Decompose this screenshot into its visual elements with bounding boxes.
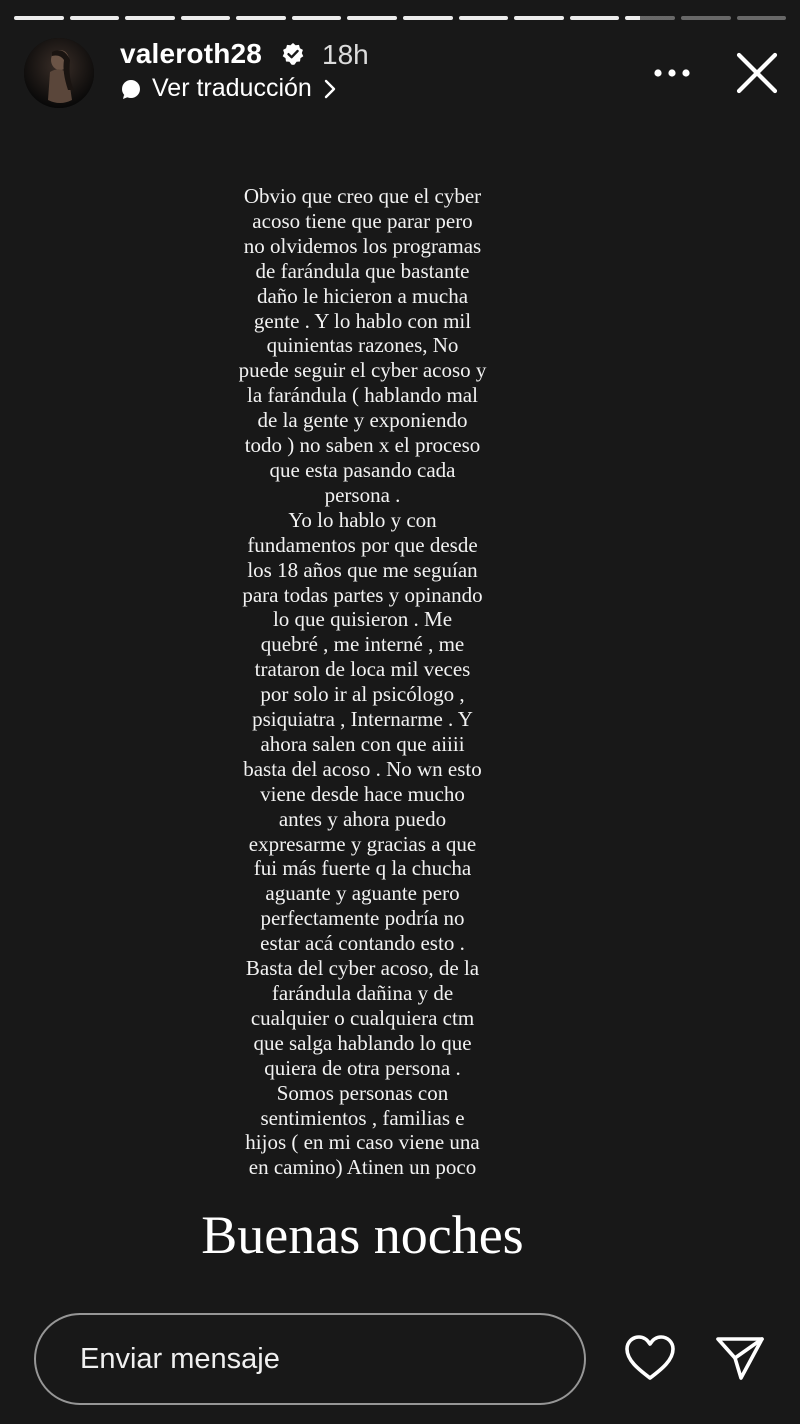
progress-segment <box>14 16 64 20</box>
chevron-right-icon <box>322 79 338 99</box>
verified-badge-icon <box>281 42 305 66</box>
progress-segment <box>347 16 397 20</box>
progress-segment <box>625 16 675 20</box>
translate-label: Ver traducción <box>152 74 312 102</box>
translate-dot-icon <box>120 78 142 100</box>
translate-link[interactable] <box>120 74 338 103</box>
progress-segment <box>125 16 175 20</box>
close-icon[interactable] <box>734 50 780 96</box>
send-icon[interactable] <box>714 1334 766 1382</box>
username[interactable]: valeroth28 <box>120 38 263 69</box>
story-text: Obvio que creo que el cyber acoso tiene que parar pero no olvidemos los programas de farándula que bastante daño le hicieron a mucha gente . Y lo hablo con mil quinientas razones, No puede seguir el cyber acoso y la farándula ( hablando mal de la gente y exponiendo todo ) no saben x el proceso que esta pasando cada persona . Yo lo hablo y con fundamentos por que desde los 18 años que me seguían para todas partes y opinando lo que quisieron . Me quebré , me interné , me trataron de loca mil veces por solo ir al psicólogo , psiquiatra , Internarme . Y ahora salen con que aiiii basta del acoso . No wn esto viene desde hace mucho antes y ahora puedo expresarme y gracias a que fui más fuerte q la chucha aguante y aguante pero perfectamente podría no estar acá contando esto . Basta del cyber acoso, de la farándula dañina y de cualquier o cualquiera ctm que salga hablando lo que quiera de otra persona . Somos personas con sentimientos , familias e hijos ( en mi caso viene una en camino) Atinen un poco <box>238 184 487 1180</box>
progress-segment <box>681 16 731 20</box>
progress-segment <box>181 16 231 20</box>
avatar[interactable] <box>24 38 94 108</box>
progress-segment <box>570 16 620 20</box>
progress-segment <box>514 16 564 20</box>
story-time: 18h <box>322 39 369 70</box>
story-progress-bar <box>14 16 786 20</box>
progress-segment <box>403 16 453 20</box>
story-greeting: Buenas noches <box>201 1205 524 1265</box>
progress-segment <box>70 16 120 20</box>
heart-icon[interactable] <box>624 1334 676 1382</box>
message-input[interactable] <box>34 1313 586 1405</box>
progress-segment <box>236 16 286 20</box>
more-dots-icon[interactable] <box>652 58 692 88</box>
progress-segment <box>737 16 787 20</box>
progress-segment <box>459 16 509 20</box>
progress-segment <box>292 16 342 20</box>
